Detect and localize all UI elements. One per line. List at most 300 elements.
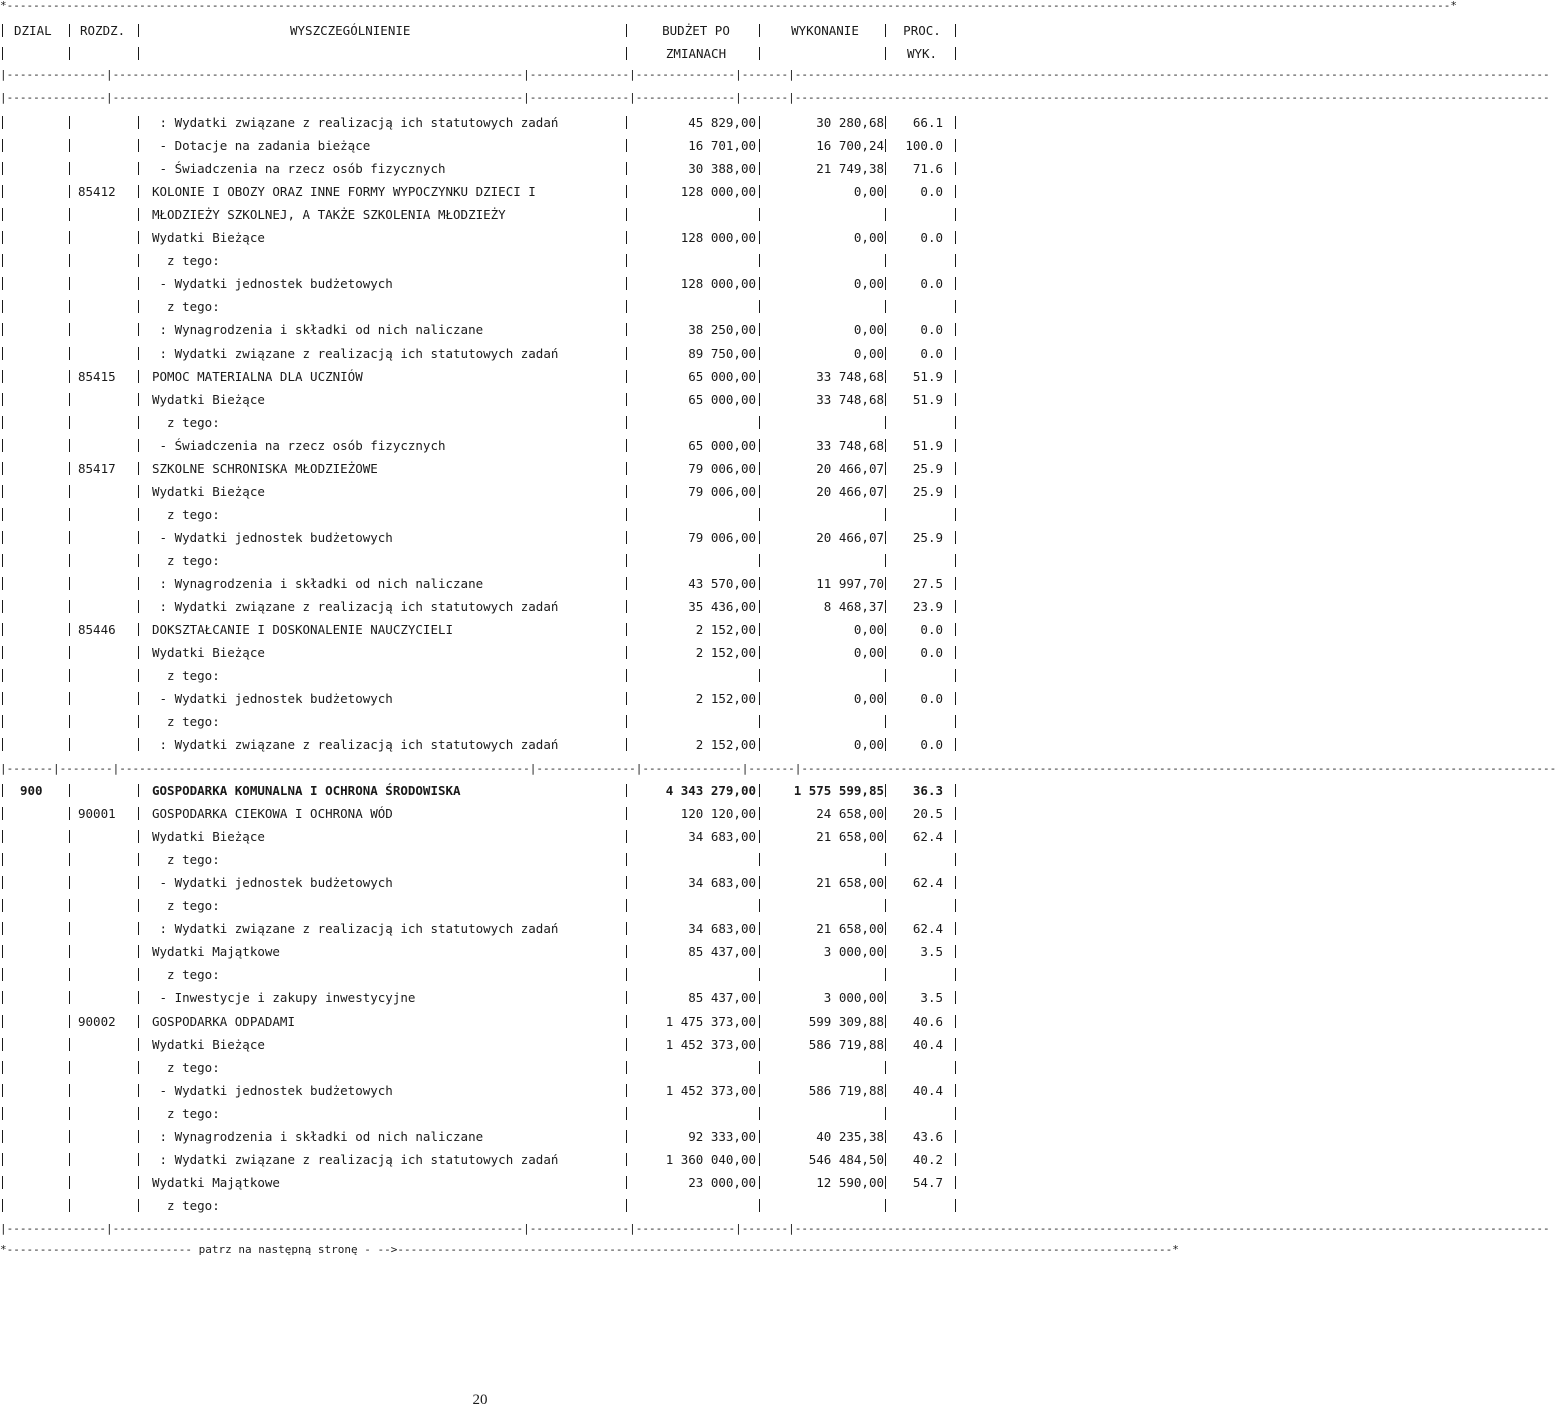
cell-description: Wydatki Bieżące	[152, 483, 265, 499]
cell-execution: 20 466,07	[816, 460, 884, 476]
column-divider	[2, 738, 3, 751]
column-divider	[138, 485, 139, 498]
cell-budget: 2 152,00	[695, 737, 756, 753]
column-divider	[626, 1061, 627, 1074]
column-divider	[955, 945, 956, 958]
header-budzet-line2: ZMIANACH	[665, 46, 727, 61]
cell-description: GOSPODARKA CIEKOWA I OCHRONA WÓD	[152, 806, 393, 822]
cell-description: : Wynagrodzenia i składki od nich naliczane	[152, 576, 484, 591]
column-divider	[69, 646, 70, 659]
column-divider	[885, 830, 886, 843]
table-row	[0, 572, 960, 595]
cell-execution: 586 719,88	[808, 1036, 884, 1052]
column-divider	[626, 692, 627, 705]
header-row-2	[0, 42, 960, 65]
column-divider	[69, 370, 70, 383]
column-divider	[2, 323, 3, 336]
column-divider	[626, 600, 627, 613]
cell-rozdzial: 85417	[78, 460, 116, 476]
column-divider	[69, 715, 70, 728]
cell-percent: 40.2	[912, 1151, 943, 1167]
column-divider	[69, 991, 70, 1004]
column-divider	[759, 830, 760, 843]
column-divider	[138, 347, 139, 360]
cell-budget: 128 000,00	[680, 230, 756, 246]
column-divider	[955, 1199, 956, 1212]
table-row	[0, 203, 960, 226]
column-divider	[885, 1176, 886, 1189]
column-divider	[626, 508, 627, 521]
table-row	[0, 1056, 960, 1079]
column-divider	[759, 945, 760, 958]
cell-rozdzial: 85412	[78, 184, 116, 200]
top-rule: *--------------------------------------------------------------------------------------------------------------------------------------------------------------------------------------------------------------------------*	[0, 0, 1457, 12]
column-divider	[2, 669, 3, 682]
column-divider	[885, 24, 886, 37]
cell-percent: 0.0	[920, 184, 943, 200]
cell-description: GOSPODARKA KOMUNALNA I OCHRONA ŚRODOWISKA	[152, 783, 461, 798]
column-divider	[759, 1084, 760, 1097]
cell-percent: 23.9	[912, 599, 943, 615]
column-divider	[759, 991, 760, 1004]
column-divider	[2, 807, 3, 820]
column-divider	[2, 531, 3, 544]
cell-execution: 3 000,00	[823, 990, 884, 1006]
column-divider	[626, 646, 627, 659]
cell-description: Wydatki Majątkowe	[152, 1174, 280, 1190]
table-row	[0, 111, 960, 134]
column-divider	[626, 853, 627, 866]
cell-execution: 12 590,00	[816, 1174, 884, 1190]
column-divider	[885, 485, 886, 498]
column-divider	[69, 577, 70, 590]
cell-budget: 128 000,00	[680, 184, 756, 200]
column-divider	[69, 531, 70, 544]
column-divider	[885, 1015, 886, 1028]
column-divider	[626, 254, 627, 267]
column-divider	[955, 922, 956, 935]
column-divider	[69, 1015, 70, 1028]
table-row	[0, 134, 960, 157]
column-divider	[69, 830, 70, 843]
column-divider	[2, 554, 3, 567]
column-divider	[69, 968, 70, 981]
column-divider	[759, 922, 760, 935]
cell-description: : Wynagrodzenia i składki od nich naliczane	[152, 1128, 484, 1144]
column-divider	[955, 577, 956, 590]
cell-execution: 0,00	[853, 645, 884, 661]
column-divider	[955, 1107, 956, 1120]
column-divider	[955, 1015, 956, 1028]
column-divider	[626, 1130, 627, 1143]
column-divider	[759, 784, 760, 797]
cell-execution: 20 466,07	[816, 529, 884, 545]
footer-left-rule: *----------------------------	[0, 1243, 193, 1256]
column-divider	[138, 439, 139, 452]
column-divider	[138, 1084, 139, 1097]
column-divider	[626, 991, 627, 1004]
column-divider	[2, 830, 3, 843]
column-divider	[2, 1130, 3, 1143]
column-divider	[138, 853, 139, 866]
header-dzial: DZIAL	[14, 23, 52, 38]
cell-execution: 599 309,88	[808, 1013, 884, 1029]
cell-execution: 1 575 599,85	[793, 783, 884, 798]
column-divider	[2, 968, 3, 981]
table-row	[0, 871, 960, 894]
cell-description: z tego:	[152, 506, 220, 522]
table-row	[0, 295, 960, 318]
column-divider	[69, 162, 70, 175]
column-divider	[626, 24, 627, 37]
column-divider	[626, 416, 627, 429]
table-row	[0, 480, 960, 503]
column-divider	[138, 47, 139, 60]
column-divider	[138, 208, 139, 221]
column-divider	[626, 277, 627, 290]
column-divider	[759, 162, 760, 175]
column-divider	[2, 1084, 3, 1097]
column-divider	[626, 577, 627, 590]
column-divider	[69, 254, 70, 267]
table-row	[0, 1079, 960, 1102]
column-divider	[69, 1153, 70, 1166]
column-divider	[69, 347, 70, 360]
column-divider	[955, 554, 956, 567]
table-row	[0, 1194, 960, 1217]
column-divider	[69, 738, 70, 751]
column-divider	[626, 738, 627, 751]
column-divider	[138, 462, 139, 475]
column-divider	[69, 1084, 70, 1097]
column-divider	[2, 1176, 3, 1189]
column-divider	[885, 554, 886, 567]
column-divider	[955, 47, 956, 60]
column-divider	[885, 370, 886, 383]
column-divider	[138, 323, 139, 336]
column-divider	[885, 692, 886, 705]
cell-description: POMOC MATERIALNA DLA UCZNIÓW	[152, 368, 363, 384]
cell-percent: 0.0	[920, 691, 943, 707]
cell-percent: 51.9	[912, 437, 943, 453]
column-divider	[885, 416, 886, 429]
column-divider	[955, 277, 956, 290]
table-row	[0, 342, 960, 365]
column-divider	[138, 162, 139, 175]
column-divider	[885, 1038, 886, 1051]
column-divider	[759, 208, 760, 221]
column-divider	[885, 991, 886, 1004]
column-divider	[69, 116, 70, 129]
column-divider	[955, 370, 956, 383]
column-divider	[2, 1107, 3, 1120]
column-divider	[69, 323, 70, 336]
column-divider	[759, 116, 760, 129]
column-divider	[626, 323, 627, 336]
column-divider	[759, 347, 760, 360]
column-divider	[69, 139, 70, 152]
column-divider	[885, 784, 886, 797]
column-divider	[759, 323, 760, 336]
cell-description: z tego:	[152, 253, 220, 269]
cell-dzial: 900	[20, 783, 43, 798]
table-row	[0, 1148, 960, 1171]
column-divider	[885, 116, 886, 129]
column-divider	[626, 968, 627, 981]
cell-description: - Świadczenia na rzecz osób fizycznych	[152, 161, 446, 177]
column-divider	[885, 185, 886, 198]
column-divider	[955, 531, 956, 544]
column-divider	[885, 462, 886, 475]
column-divider	[955, 485, 956, 498]
table-row	[0, 1102, 960, 1125]
cell-execution: 8 468,37	[823, 599, 884, 615]
column-divider	[759, 485, 760, 498]
column-divider	[138, 876, 139, 889]
cell-budget: 128 000,00	[680, 276, 756, 292]
column-divider	[759, 876, 760, 889]
cell-budget: 2 152,00	[695, 691, 756, 707]
cell-execution: 586 719,88	[808, 1082, 884, 1098]
cell-execution: 0,00	[853, 276, 884, 292]
column-divider	[759, 1107, 760, 1120]
cell-description: - Wydatki jednostek budżetowych	[152, 691, 393, 707]
column-divider	[69, 231, 70, 244]
column-divider	[885, 669, 886, 682]
cell-rozdzial: 90002	[78, 1013, 116, 1029]
column-divider	[138, 577, 139, 590]
cell-description: z tego:	[152, 967, 220, 983]
cell-description: - Wydatki jednostek budżetowych	[152, 529, 393, 545]
table-row	[0, 180, 960, 203]
column-divider	[955, 807, 956, 820]
cell-description: z tego:	[152, 898, 220, 914]
column-divider	[69, 554, 70, 567]
column-divider	[138, 945, 139, 958]
table-row	[0, 1010, 960, 1033]
column-divider	[2, 439, 3, 452]
column-divider	[138, 554, 139, 567]
footer-continuation	[0, 1243, 1179, 1256]
table-row	[0, 940, 960, 963]
column-divider	[138, 715, 139, 728]
column-divider	[759, 508, 760, 521]
cell-description: DOKSZTAŁCANIE I DOSKONALENIE NAUCZYCIELI	[152, 622, 454, 638]
table-row	[0, 733, 960, 756]
column-divider	[138, 807, 139, 820]
column-divider	[885, 853, 886, 866]
cell-percent: 0.0	[920, 645, 943, 661]
column-divider	[885, 531, 886, 544]
table-row	[0, 411, 960, 434]
column-divider	[955, 208, 956, 221]
column-divider	[138, 1107, 139, 1120]
header-wykonanie: WYKONANIE	[791, 23, 859, 38]
header-separator: |---------------|--------------------------------------------------------------|---------------|---------------|-------|------------------------------------------------------------------------------------------------------------------	[0, 91, 1550, 104]
column-divider	[626, 899, 627, 912]
column-divider	[955, 24, 956, 37]
column-divider	[626, 462, 627, 475]
column-divider	[2, 162, 3, 175]
column-divider	[759, 254, 760, 267]
cell-percent: 62.4	[912, 875, 943, 891]
cell-budget: 35 436,00	[688, 599, 756, 615]
table-row	[0, 618, 960, 641]
column-divider	[2, 1153, 3, 1166]
cell-execution: 3 000,00	[823, 944, 884, 960]
column-divider	[626, 393, 627, 406]
column-divider	[138, 623, 139, 636]
column-divider	[2, 347, 3, 360]
cell-percent: 0.0	[920, 230, 943, 246]
column-divider	[2, 876, 3, 889]
column-divider	[759, 715, 760, 728]
header-rozdz: ROZDZ.	[80, 23, 126, 38]
column-divider	[955, 347, 956, 360]
cell-description: Wydatki Bieżące	[152, 230, 265, 246]
column-divider	[759, 300, 760, 313]
column-divider	[626, 1084, 627, 1097]
column-divider	[2, 715, 3, 728]
cell-description: z tego:	[152, 1059, 220, 1075]
column-divider	[138, 1176, 139, 1189]
cell-execution: 21 658,00	[816, 829, 884, 845]
cell-percent: 40.4	[912, 1082, 943, 1098]
cell-description: z tego:	[152, 299, 220, 315]
cell-description: : Wydatki związane z realizacją ich statutowych zadań	[152, 737, 559, 753]
column-divider	[759, 1199, 760, 1212]
column-divider	[626, 623, 627, 636]
cell-percent: 3.5	[920, 990, 943, 1006]
cell-percent: 20.5	[912, 806, 943, 822]
cell-description: z tego:	[152, 852, 220, 868]
cell-percent: 27.5	[912, 576, 943, 591]
column-divider	[2, 922, 3, 935]
column-divider	[759, 738, 760, 751]
cell-percent: 0.0	[920, 345, 943, 361]
column-divider	[69, 1107, 70, 1120]
column-divider	[138, 24, 139, 37]
cell-description: : Wydatki związane z realizacją ich statutowych zadań	[152, 921, 559, 937]
cell-description: Wydatki Majątkowe	[152, 944, 280, 960]
column-divider	[626, 945, 627, 958]
column-divider	[955, 899, 956, 912]
column-divider	[955, 830, 956, 843]
column-divider	[2, 139, 3, 152]
column-divider	[955, 715, 956, 728]
column-divider	[69, 853, 70, 866]
column-divider	[955, 323, 956, 336]
column-divider	[955, 1153, 956, 1166]
cell-description: z tego:	[152, 668, 220, 684]
cell-budget: 34 683,00	[688, 829, 756, 845]
table-row	[0, 157, 960, 180]
table-row	[0, 986, 960, 1009]
column-divider	[138, 277, 139, 290]
column-divider	[626, 1176, 627, 1189]
column-divider	[2, 47, 3, 60]
column-divider	[955, 738, 956, 751]
cell-budget: 65 000,00	[688, 437, 756, 453]
column-divider	[626, 208, 627, 221]
column-divider	[138, 231, 139, 244]
cell-budget: 2 152,00	[695, 622, 756, 638]
column-divider	[885, 47, 886, 60]
column-divider	[759, 853, 760, 866]
column-divider	[2, 899, 3, 912]
cell-description: Wydatki Bieżące	[152, 1036, 265, 1052]
column-divider	[885, 347, 886, 360]
column-divider	[759, 554, 760, 567]
column-divider	[138, 738, 139, 751]
column-divider	[2, 1199, 3, 1212]
column-divider	[2, 416, 3, 429]
column-divider	[885, 577, 886, 590]
column-divider	[138, 531, 139, 544]
column-divider	[955, 1084, 956, 1097]
column-divider	[885, 393, 886, 406]
column-divider	[2, 370, 3, 383]
column-divider	[2, 1015, 3, 1028]
cell-description: - Wydatki jednostek budżetowych	[152, 1082, 393, 1098]
column-divider	[885, 715, 886, 728]
column-divider	[759, 531, 760, 544]
column-divider	[955, 162, 956, 175]
column-divider	[759, 1015, 760, 1028]
column-divider	[626, 47, 627, 60]
column-divider	[759, 577, 760, 590]
cell-budget: 1 475 373,00	[665, 1013, 756, 1029]
column-divider	[885, 945, 886, 958]
column-divider	[2, 208, 3, 221]
section-separator: |-------|--------|--------------------------------------------------------------|---------------|---------------|-------|------------------------------------------------------------------------------------------------------------------	[0, 762, 1556, 775]
column-divider	[885, 231, 886, 244]
header-proc-line1: PROC.	[903, 23, 941, 38]
column-divider	[69, 899, 70, 912]
column-divider	[2, 485, 3, 498]
column-divider	[69, 300, 70, 313]
cell-execution: 0,00	[853, 230, 884, 246]
column-divider	[69, 185, 70, 198]
column-divider	[69, 1130, 70, 1143]
column-divider	[955, 393, 956, 406]
column-divider	[626, 531, 627, 544]
cell-budget: 65 000,00	[688, 391, 756, 407]
column-divider	[626, 715, 627, 728]
column-divider	[2, 254, 3, 267]
cell-percent: 3.5	[920, 944, 943, 960]
column-divider	[138, 991, 139, 1004]
column-divider	[626, 922, 627, 935]
table-row	[0, 272, 960, 295]
cell-budget: 23 000,00	[688, 1174, 756, 1190]
cell-percent: 71.6	[912, 161, 943, 177]
column-divider	[885, 968, 886, 981]
cell-budget: 1 360 040,00	[665, 1151, 756, 1167]
column-divider	[885, 208, 886, 221]
column-divider	[69, 508, 70, 521]
column-divider	[759, 899, 760, 912]
column-divider	[69, 416, 70, 429]
cell-description: z tego:	[152, 1197, 220, 1213]
cell-rozdzial: 90001	[78, 806, 116, 822]
column-divider	[885, 899, 886, 912]
footer-continuation-text: patrz na następną stronę - -->	[192, 1243, 398, 1256]
cell-budget: 92 333,00	[688, 1128, 756, 1144]
table-row	[0, 802, 960, 825]
column-divider	[138, 1038, 139, 1051]
column-divider	[759, 1038, 760, 1051]
